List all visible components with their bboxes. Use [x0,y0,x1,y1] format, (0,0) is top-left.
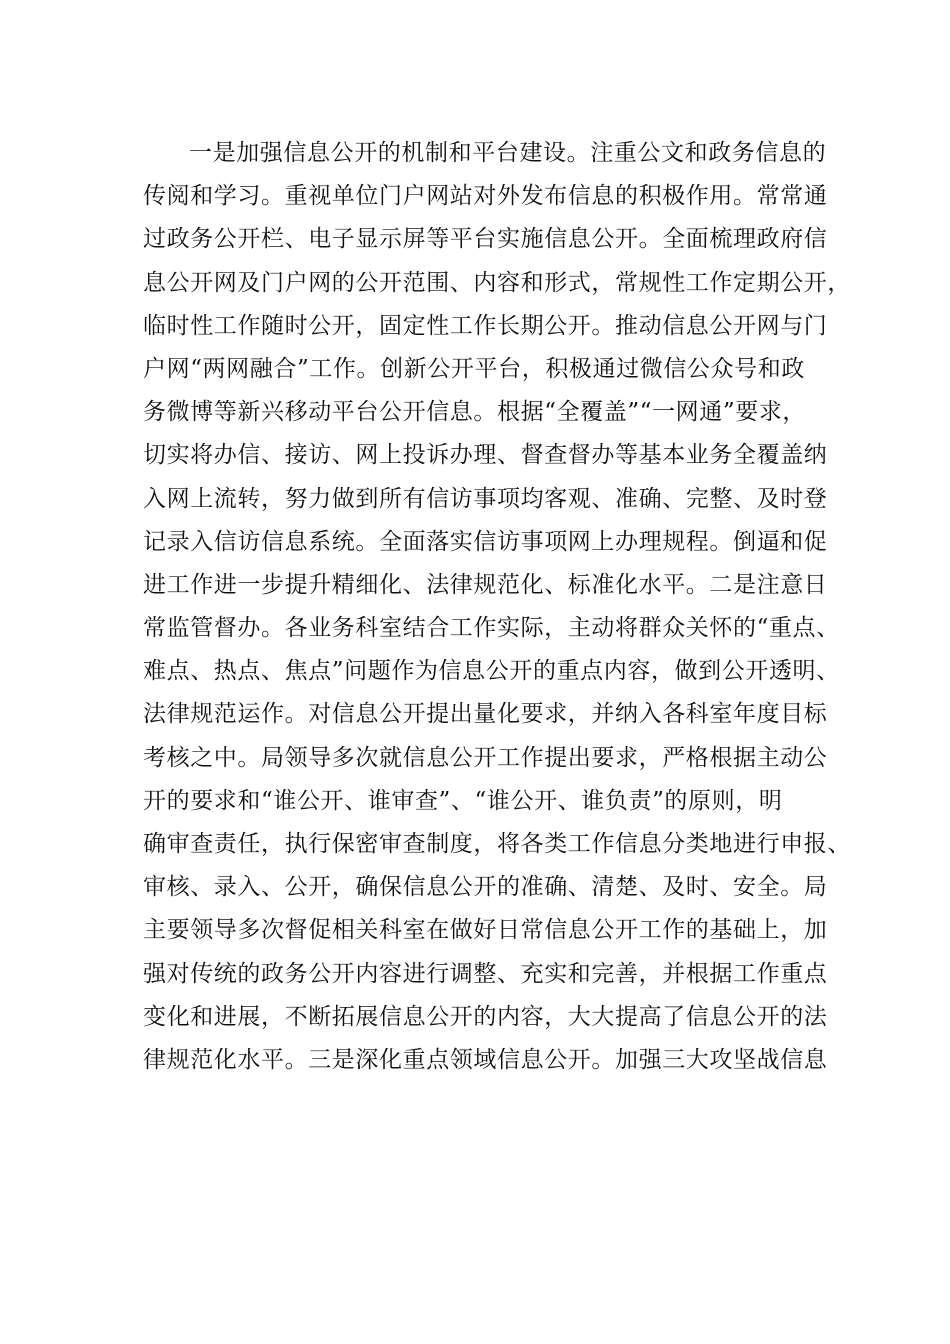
text-line: 考核之中。局领导多次就信息公开工作提出要求，严格根据主动公 [143,744,828,771]
text-line: 户网“两网融合”工作。创新公开平台，积极通过微信公众号和政 [143,355,805,382]
text-line: 临时性工作随时公开，固定性工作长期公开。推动信息公开网与门 [143,312,828,339]
body-paragraph [143,132,851,1082]
text-line: 确审查责任，执行保密审查制度，将各类工作信息分类地进行申报、 [143,831,851,857]
text-line: 法律规范运作。对信息公开提出量化要求，并纳入各科室年度目标 [143,701,828,728]
text-line: 记录入信访信息系统。全面落实信访事项网上办理规程。倒逼和促 [143,528,828,555]
text-line: 常监管督办。各业务科室结合工作实际，主动将群众关怀的“重点、 [143,615,840,642]
text-line: 入网上流转，努力做到所有信访事项均客观、准确、完整、及时登 [143,485,828,512]
text-line: 强对传统的政务公开内容进行调整、充实和完善，并根据工作重点 [143,960,828,987]
text-line: 进工作进一步提升精细化、法律规范化、标准化水平。二是注意日 [143,571,828,598]
text-line: 过政务公开栏、电子显示屏等平台实施信息公开。全面梳理政府信 [143,226,828,253]
text-line: 主要领导多次督促相关科室在做好日常信息公开工作的基础上，加 [143,917,828,944]
text-line: 律规范化水平。三是深化重点领域信息公开。加强三大攻坚战信息 [143,1046,828,1073]
text-line: 一是加强信息公开的机制和平台建设。注重公文和政务信息的 [189,140,827,166]
text-line: 难点、热点、焦点”问题作为信息公开的重点内容，做到公开透明、 [143,658,840,685]
text-line: 务微博等新兴移动平台公开信息。根据“全覆盖”“一网通”要求， [143,399,807,426]
text-line: 变化和进展，不断拓展信息公开的内容，大大提高了信息公开的法 [143,1003,828,1030]
text-line: 审核、录入、公开，确保信息公开的准确、清楚、及时、安全。局 [143,874,828,901]
text-line: 切实将办信、接访、网上投诉办理、督查督办等基本业务全覆盖纳 [143,442,828,469]
text-line: 息公开网及门户网的公开范围、内容和形式，常规性工作定期公开， [143,269,851,296]
text-line: 开的要求和“谁公开、谁审查”、“谁公开、谁负责”的原则，明 [143,787,783,814]
text-line: 传阅和学习。重视单位门户网站对外发布信息的积极作用。常常通 [143,183,828,210]
